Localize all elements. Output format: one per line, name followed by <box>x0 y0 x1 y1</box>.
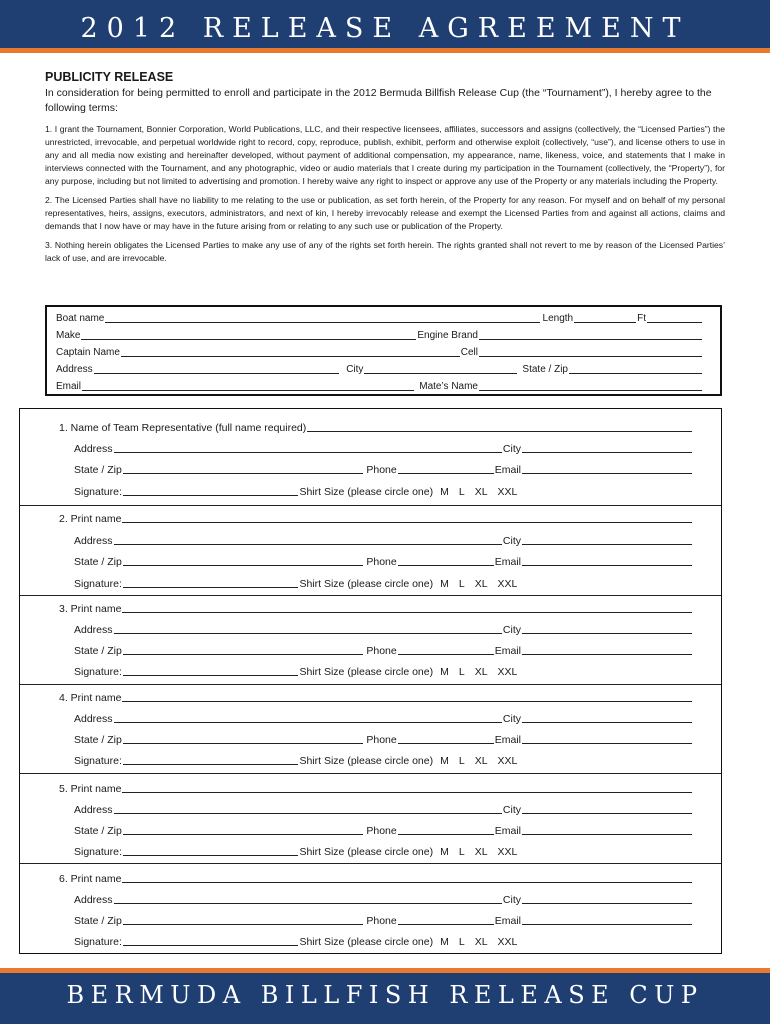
boat-address-field[interactable] <box>94 364 340 374</box>
email-label: Email <box>494 645 521 657</box>
boat-name-field[interactable] <box>105 313 539 323</box>
size-option-m[interactable]: M <box>440 755 449 767</box>
member-3-title: 3. Print name <box>59 603 122 615</box>
member-1-state-zip-field[interactable] <box>123 464 364 474</box>
phone-label: Phone <box>366 734 397 746</box>
address-label: Address <box>74 894 113 906</box>
boat-address-label: Address <box>56 364 93 375</box>
size-option-xl[interactable]: XL <box>474 578 488 590</box>
member-4-state-zip-field[interactable] <box>123 734 364 744</box>
boat-state-zip-label: State / Zip <box>522 364 568 375</box>
member-1-address-field[interactable] <box>114 443 502 453</box>
email-label: Email <box>494 915 521 927</box>
team-member-4 <box>20 684 721 773</box>
boat-state-zip-field[interactable] <box>569 364 702 374</box>
boat-email-label: Email <box>56 381 82 392</box>
mates-name-label: Mate’s Name <box>419 381 478 392</box>
member-1-signature-field[interactable] <box>123 486 299 496</box>
address-label: Address <box>74 535 113 547</box>
size-option-xl[interactable]: XL <box>474 936 488 948</box>
size-option-xxl[interactable]: XXL <box>497 578 518 590</box>
state-zip-label: State / Zip <box>74 915 122 927</box>
size-option-m[interactable]: M <box>440 936 449 948</box>
release-heading: PUBLICITY RELEASE <box>45 70 174 84</box>
email-label: Email <box>494 825 521 837</box>
boat-row-address <box>56 362 703 376</box>
boat-row-name <box>56 311 703 325</box>
engine-brand-field[interactable] <box>479 330 702 340</box>
size-option-l[interactable]: L <box>458 936 465 948</box>
size-option-xxl[interactable]: XXL <box>497 846 518 858</box>
footer-title: BERMUDA BILLFISH RELEASE CUP <box>66 981 704 1009</box>
address-label: Address <box>74 624 113 636</box>
size-option-xxl[interactable]: XXL <box>497 936 518 948</box>
length-field[interactable] <box>574 313 636 323</box>
team-member-6 <box>20 863 721 953</box>
boat-row-captain <box>56 345 703 359</box>
cell-field[interactable] <box>479 347 702 357</box>
phone-label: Phone <box>366 825 397 837</box>
city-label: City <box>502 624 521 636</box>
member-4-signature-field[interactable] <box>123 755 299 765</box>
state-zip-label: State / Zip <box>74 645 122 657</box>
member-4-address-field[interactable] <box>114 713 502 723</box>
signature-label: Signature: <box>74 755 122 767</box>
member-4-email-field[interactable] <box>522 734 692 744</box>
boat-row-make <box>56 328 703 342</box>
ft-field[interactable] <box>647 313 702 323</box>
member-2-title: 2. Print name <box>59 513 122 525</box>
member-4-phone-field[interactable] <box>398 734 494 744</box>
city-label: City <box>502 804 521 816</box>
member-1-email-field[interactable] <box>522 464 692 474</box>
boat-city-label: City <box>346 364 364 375</box>
size-option-l[interactable]: L <box>458 755 465 767</box>
boat-info-box <box>45 305 722 396</box>
member-2-address-field[interactable] <box>114 535 502 545</box>
team-member-5 <box>20 773 721 863</box>
size-option-l[interactable]: L <box>458 486 465 498</box>
member-3-address-field[interactable] <box>114 624 502 634</box>
shirt-size-label: Shirt Size (please circle one) <box>299 666 434 678</box>
size-option-m[interactable]: M <box>440 666 449 678</box>
address-label: Address <box>74 713 113 725</box>
size-option-xl[interactable]: XL <box>474 846 488 858</box>
ft-label: Ft <box>637 313 646 324</box>
size-option-m[interactable]: M <box>440 578 449 590</box>
mates-name-field[interactable] <box>479 381 702 391</box>
member-5-phone-field[interactable] <box>398 825 494 835</box>
release-clause-2: 2. The Licensed Parties shall have no liability to me relating to the use or publication, as set forth herein, of the Property for any reason. For myself and on behalf of my personal representatives, heirs, assigns, executors, administrators, and next of kin, I hereby irrevocably release and exempt the Licensed Parties from and against all actions, claims and demands that I now have or may have in the future arising from or relating to any such use or publication of the Property. <box>45 195 725 231</box>
member-5-title: 5. Print name <box>59 783 122 795</box>
member-2-city-field[interactable] <box>522 535 692 545</box>
release-clause-1: 1. I grant the Tournament, Bonnier Corporation, World Publications, LLC, and their respective licensees, affiliates, successors and assigns (collectively, the “Licensed Parties”) the unrestricted, irrevocable, and perpetual worldwide right to record, copy, reproduce, publish, exhibit, perform and otherwise exploit (collectively, “use”), and license others to use in any and all media now existing and hereinafter developed, without payment of additional compensation, my appearance, name, likeness, voice, and statements that I make in interviews connected with the Tournament, and any photographic, video or audio materials that I create during my participation in the Tournament (collectively, the “Property”), for any purpose, including but not limited to advertising and promotion. I hereby waive any right to inspect or approve any use of the Property or any materials including the Property. <box>45 124 725 186</box>
member-3-city-field[interactable] <box>522 624 692 634</box>
signature-label: Signature: <box>74 486 122 498</box>
member-2-phone-field[interactable] <box>398 556 494 566</box>
release-intro: In consideration for being permitted to enroll and participate in the 2012 Bermuda Billfish Release Cup (the “Tournament”), I hereby agree to the following terms: <box>45 87 712 114</box>
member-3-state-zip-field[interactable] <box>123 645 364 655</box>
member-5-signature-field[interactable] <box>123 846 299 856</box>
size-option-l[interactable]: L <box>458 846 465 858</box>
member-3-email-field[interactable] <box>522 645 692 655</box>
make-label: Make <box>56 330 81 341</box>
signature-label: Signature: <box>74 666 122 678</box>
team-member-2 <box>20 505 721 595</box>
email-label: Email <box>494 734 521 746</box>
email-label: Email <box>494 464 521 476</box>
city-label: City <box>502 443 521 455</box>
state-zip-label: State / Zip <box>74 825 122 837</box>
size-option-xl[interactable]: XL <box>474 666 488 678</box>
phone-label: Phone <box>366 556 397 568</box>
member-6-signature-field[interactable] <box>123 936 299 946</box>
shirt-size-label: Shirt Size (please circle one) <box>299 578 434 590</box>
publicity-release <box>45 70 725 271</box>
release-clause-3: 3. Nothing herein obligates the Licensed Parties to make any use of any of the rights set forth herein. The rights granted shall not revert to me by reason of the Licensed Parties’ lack of use, and are irrevocable. <box>45 240 725 263</box>
size-option-m[interactable]: M <box>440 846 449 858</box>
size-option-xxl[interactable]: XXL <box>497 755 518 767</box>
member-3-phone-field[interactable] <box>398 645 494 655</box>
member-2-state-zip-field[interactable] <box>123 556 364 566</box>
member-4-city-field[interactable] <box>522 713 692 723</box>
city-label: City <box>502 713 521 725</box>
member-5-state-zip-field[interactable] <box>123 825 364 835</box>
page-title: 2012 RELEASE AGREEMENT <box>80 13 690 44</box>
boat-city-field[interactable] <box>364 364 517 374</box>
address-label: Address <box>74 804 113 816</box>
member-2-name-field[interactable] <box>122 513 692 523</box>
member-6-title: 6. Print name <box>59 873 122 885</box>
member-5-name-field[interactable] <box>122 783 692 793</box>
size-option-xl[interactable]: XL <box>474 755 488 767</box>
size-option-xxl[interactable]: XXL <box>497 486 518 498</box>
captain-name-label: Captain Name <box>56 347 120 358</box>
make-field[interactable] <box>81 330 416 340</box>
phone-label: Phone <box>366 464 397 476</box>
shirt-size-label: Shirt Size (please circle one) <box>299 846 434 858</box>
member-3-name-field[interactable] <box>122 603 692 613</box>
member-5-city-field[interactable] <box>522 804 692 814</box>
member-1-title: 1. Name of Team Representative (full name required) <box>59 422 307 434</box>
member-2-email-field[interactable] <box>522 556 692 566</box>
size-option-l[interactable]: L <box>458 666 465 678</box>
length-label: Length <box>542 313 574 324</box>
size-option-m[interactable]: M <box>440 486 449 498</box>
signature-label: Signature: <box>74 846 122 858</box>
team-member-1 <box>20 409 721 505</box>
boat-name-label: Boat name <box>56 313 105 324</box>
city-label: City <box>502 535 521 547</box>
email-label: Email <box>494 556 521 568</box>
member-3-signature-field[interactable] <box>123 666 299 676</box>
member-6-name-field[interactable] <box>122 873 692 883</box>
member-4-name-field[interactable] <box>122 692 692 702</box>
state-zip-label: State / Zip <box>74 464 122 476</box>
cell-label: Cell <box>460 347 478 358</box>
shirt-size-label: Shirt Size (please circle one) <box>299 486 434 498</box>
team-member-3 <box>20 595 721 684</box>
boat-email-field[interactable] <box>82 381 414 391</box>
member-6-email-field[interactable] <box>522 915 692 925</box>
member-6-address-field[interactable] <box>114 894 502 904</box>
size-option-xl[interactable]: XL <box>474 486 488 498</box>
captain-name-field[interactable] <box>121 347 460 357</box>
member-4-title: 4. Print name <box>59 692 122 704</box>
phone-label: Phone <box>366 915 397 927</box>
phone-label: Phone <box>366 645 397 657</box>
state-zip-label: State / Zip <box>74 734 122 746</box>
state-zip-label: State / Zip <box>74 556 122 568</box>
member-5-email-field[interactable] <box>522 825 692 835</box>
signature-label: Signature: <box>74 936 122 948</box>
size-option-l[interactable]: L <box>458 578 465 590</box>
city-label: City <box>502 894 521 906</box>
member-1-city-field[interactable] <box>522 443 692 453</box>
member-6-phone-field[interactable] <box>398 915 494 925</box>
member-6-state-zip-field[interactable] <box>123 915 364 925</box>
boat-row-email <box>56 379 703 393</box>
team-members-box <box>19 408 722 954</box>
engine-brand-label: Engine Brand <box>417 330 478 341</box>
signature-label: Signature: <box>74 578 122 590</box>
member-6-city-field[interactable] <box>522 894 692 904</box>
shirt-size-label: Shirt Size (please circle one) <box>299 755 434 767</box>
member-1-phone-field[interactable] <box>398 464 494 474</box>
shirt-size-label: Shirt Size (please circle one) <box>299 936 434 948</box>
address-label: Address <box>74 443 113 455</box>
size-option-xxl[interactable]: XXL <box>497 666 518 678</box>
member-1-name-field[interactable] <box>307 422 692 432</box>
header-accent-rule <box>0 48 770 53</box>
member-5-address-field[interactable] <box>114 804 502 814</box>
member-2-signature-field[interactable] <box>123 578 299 588</box>
